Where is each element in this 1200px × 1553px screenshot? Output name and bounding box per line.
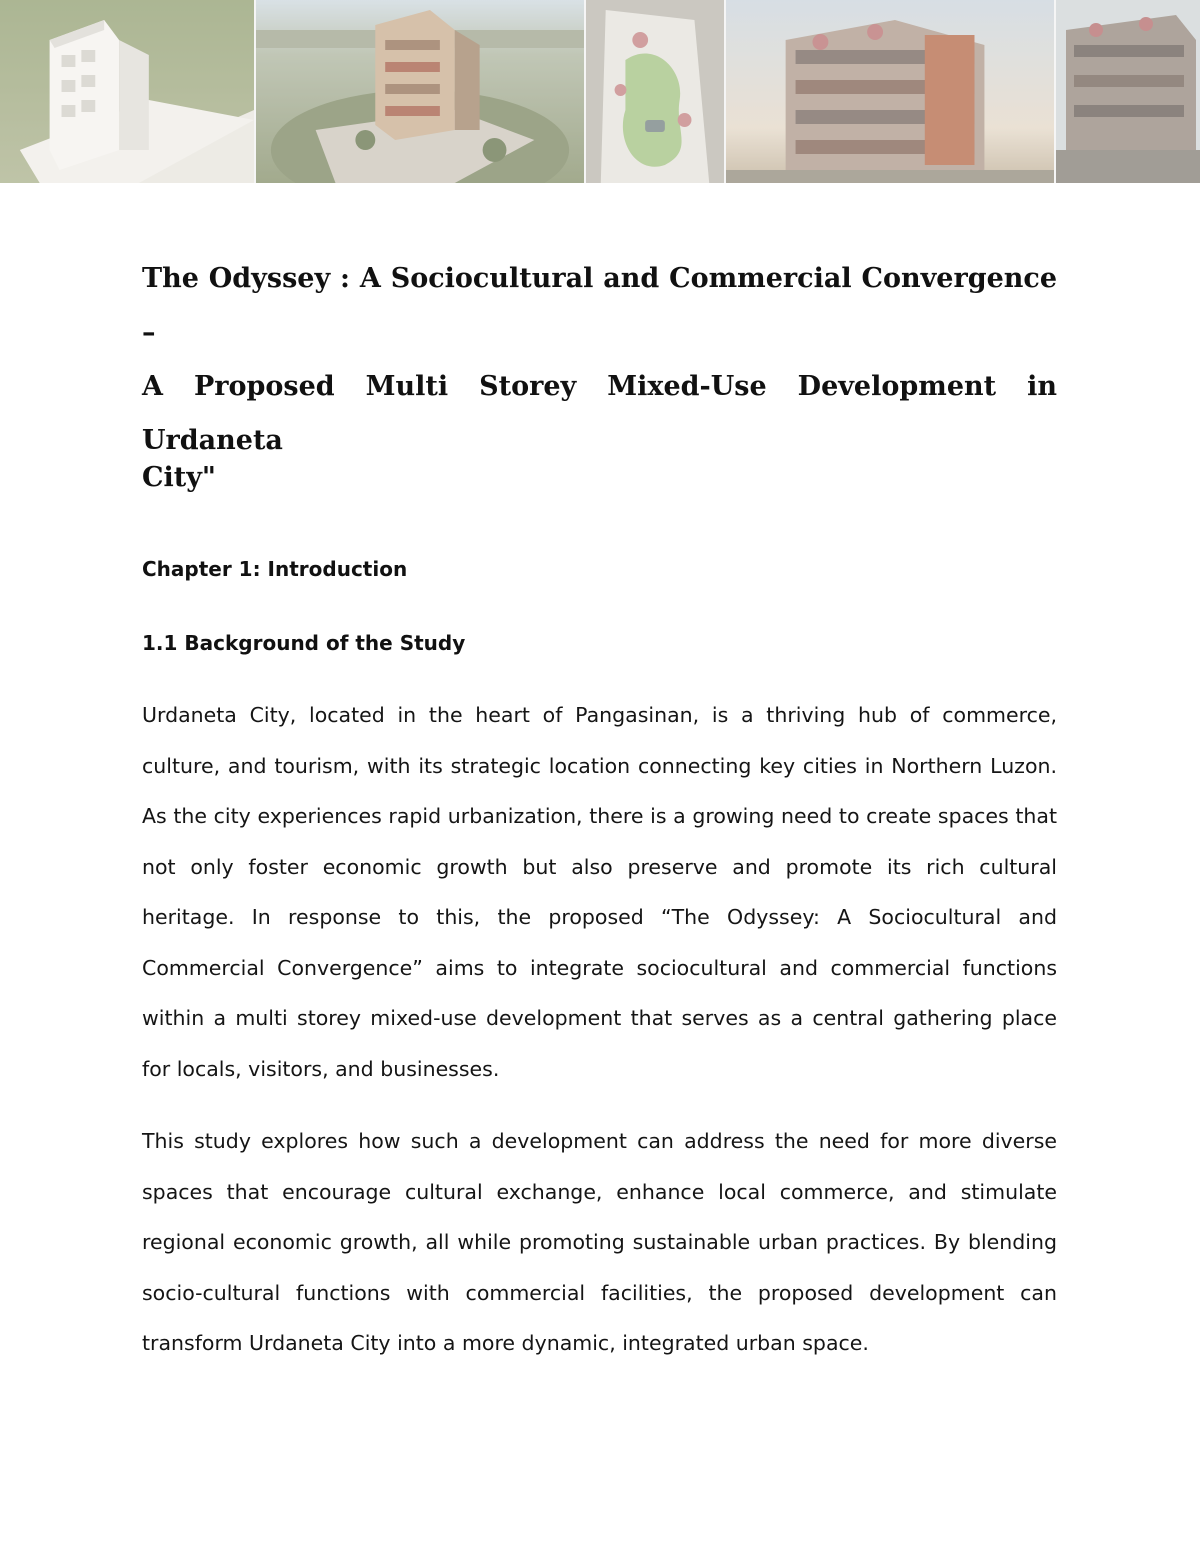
chapter-heading: Chapter 1: Introduction	[142, 557, 408, 581]
paragraph-1: Urdaneta City, located in the heart of Pangasinan, is a thriving hub of commerce, culture, and tourism, with its strategic location connecting key cities in Northern Luzon. As the city experiences rapid urbanization, there is a growing need to create spaces that not only foster economic growth but also preserve and promote its rich cultural heritage. In response to this, the proposed “The Odyssey: A Sociocultural and Commercial Convergence” aims to integrate sociocultural and commercial functions within a multi storey mixed-use development that serves as a central gathering place for locals, visitors, and businesses.	[142, 703, 1057, 1081]
title-line-2: A Proposed Multi Storey Mixed-Use Development in Urdaneta	[142, 371, 1057, 456]
document-title	[142, 252, 1057, 498]
section-heading: 1.1 Background of the Study	[142, 631, 466, 655]
street-perspective-render	[726, 0, 1056, 183]
header-render-strip	[0, 0, 1200, 183]
roof-garden-plan-render	[586, 0, 726, 183]
paragraph-2: This study explores how such a development can address the need for more diverse spaces that encourage cultural exchange, enhance local commerce, and stimulate regional economic growth, all while promoting sustainable urban practices. By blending socio-cultural functions with commercial facilities, the proposed development can transform Urdaneta City into a more dynamic, integrated urban space.	[142, 1129, 1057, 1355]
aerial-perspective-render	[256, 0, 586, 183]
title-line-3: City"	[142, 462, 216, 493]
title-line-1: The Odyssey : A Sociocultural and Commercial Convergence –	[142, 263, 1057, 348]
facade-detail-render	[1056, 0, 1200, 183]
document-body	[142, 252, 1057, 1369]
white-model-render	[0, 0, 256, 183]
